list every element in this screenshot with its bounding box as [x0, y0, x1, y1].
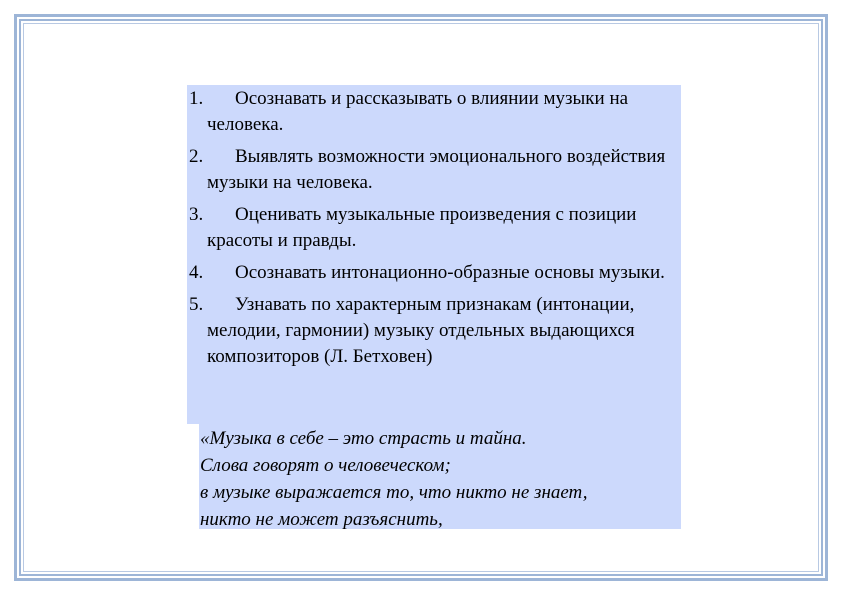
goal-item [187, 86, 681, 138]
goal-number: 4. [189, 262, 204, 283]
quote-block [200, 425, 680, 533]
goal-text: Осознавать интонационно-образные основы музыки. [235, 262, 665, 283]
quote-line: «Музыка в себе – это страсть и тайна. [200, 428, 527, 449]
goal-text: Оценивать музыкальные произведения с позиции красоты и правды. [207, 204, 637, 251]
goal-number: 1. [189, 88, 204, 109]
goal-text: Выявлять возможности эмоционального воздействия музыки на человека. [207, 146, 666, 193]
quote-line: никто не может разъяснить, [200, 509, 443, 530]
quote-line: в музыке выражается то, что никто не знает, [200, 482, 588, 503]
quote-line: Слова говорят о человеческом; [200, 455, 451, 476]
goal-item [187, 144, 681, 196]
goal-item [187, 202, 681, 254]
goal-number: 2. [189, 146, 204, 167]
goals-list [187, 86, 681, 376]
goal-text: Осознавать и рассказывать о влиянии музыки на человека. [207, 88, 629, 135]
goal-text: Узнавать по характерным признакам (интонации, мелодии, гармонии) музыку отдельных выдающихся композиторов (Л. Бетховен) [207, 294, 635, 367]
goal-item [187, 292, 681, 370]
goal-item [187, 260, 681, 286]
goal-number: 5. [189, 294, 204, 315]
goal-number: 3. [189, 204, 204, 225]
